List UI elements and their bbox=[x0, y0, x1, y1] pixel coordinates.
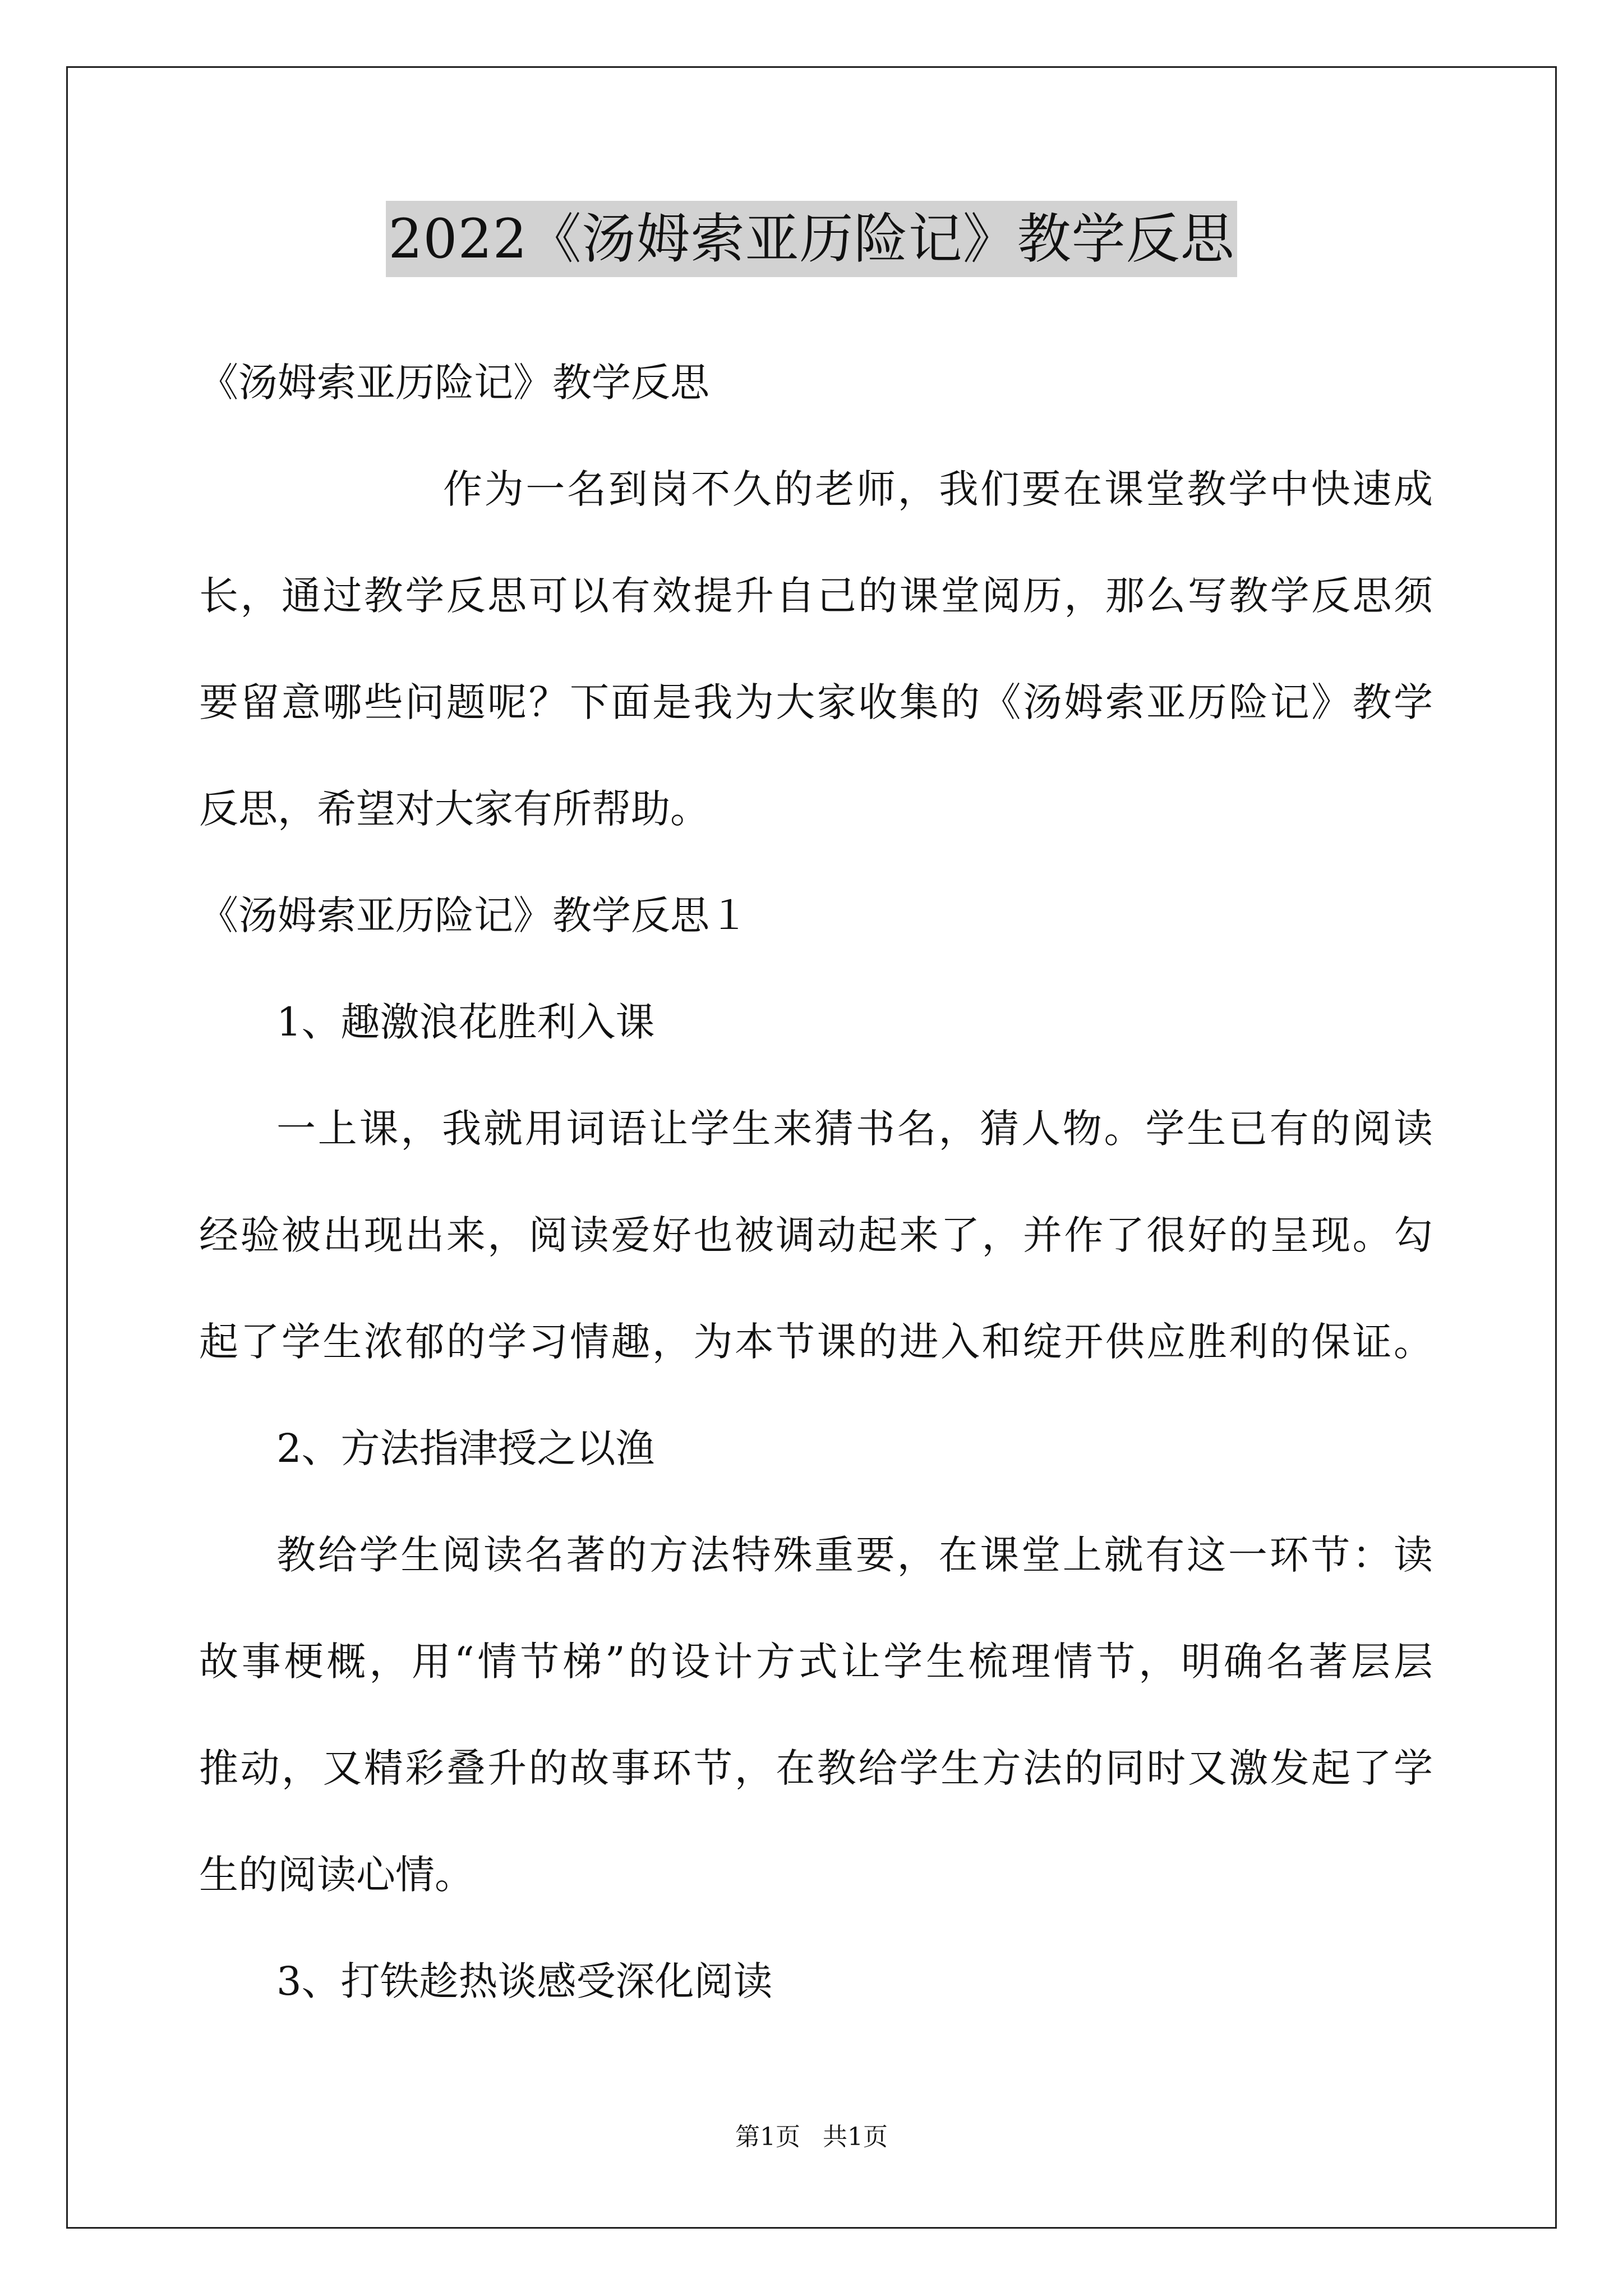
page-footer bbox=[0, 2120, 1623, 2154]
intro-line-4: 反思，希望对大家有所帮助。 bbox=[199, 786, 709, 832]
para-2-line-3: 推动，又精彩叠升的故事环节，在教给学生方法的同时又激发起了学 bbox=[199, 1745, 1433, 1791]
heading-3: 3、打铁趁热谈感受深化阅读 bbox=[276, 1958, 773, 2004]
para-2-line-4: 生的阅读心情。 bbox=[199, 1852, 474, 1898]
intro-line-1: 作为一名到岗不久的老师，我们要在课堂教学中快速成 bbox=[443, 466, 1433, 512]
para-1-line-1: 一上课，我就用词语让学生来猜书名，猜人物。学生已有的阅读 bbox=[276, 1106, 1433, 1152]
page-number-total: 共1页 bbox=[823, 2123, 888, 2151]
intro-line-3: 要留意哪些问题呢？下面是我为大家收集的《汤姆索亚历险记》教学 bbox=[199, 679, 1433, 725]
heading-1: 1、趣激浪花胜利入课 bbox=[276, 999, 655, 1045]
para-1-line-3: 起了学生浓郁的学习情趣，为本节课的进入和绽开供应胜利的保证。 bbox=[199, 1319, 1433, 1365]
para-2-line-1: 教给学生阅读名著的方法特殊重要，在课堂上就有这一环节：读 bbox=[276, 1532, 1433, 1578]
document-subtitle: 《汤姆索亚历险记》教学反思 bbox=[199, 360, 709, 406]
title-container bbox=[0, 201, 1623, 277]
para-1-line-2: 经验被出现出来，阅读爱好也被调动起来了，并作了很好的呈现。勾 bbox=[199, 1212, 1433, 1258]
section-title: 《汤姆索亚历险记》教学反思１ bbox=[199, 892, 749, 938]
para-2-line-2: 故事梗概，用“情节梯”的设计方式让学生梳理情节，明确名著层层 bbox=[199, 1639, 1433, 1685]
page-number-current: 第1页 bbox=[735, 2123, 800, 2151]
document-title: 2022《汤姆索亚历险记》教学反思 bbox=[386, 201, 1237, 277]
heading-2: 2、方法指津授之以渔 bbox=[276, 1425, 655, 1471]
intro-line-2: 长，通过教学反思可以有效提升自己的课堂阅历，那么写教学反思须 bbox=[199, 573, 1433, 619]
